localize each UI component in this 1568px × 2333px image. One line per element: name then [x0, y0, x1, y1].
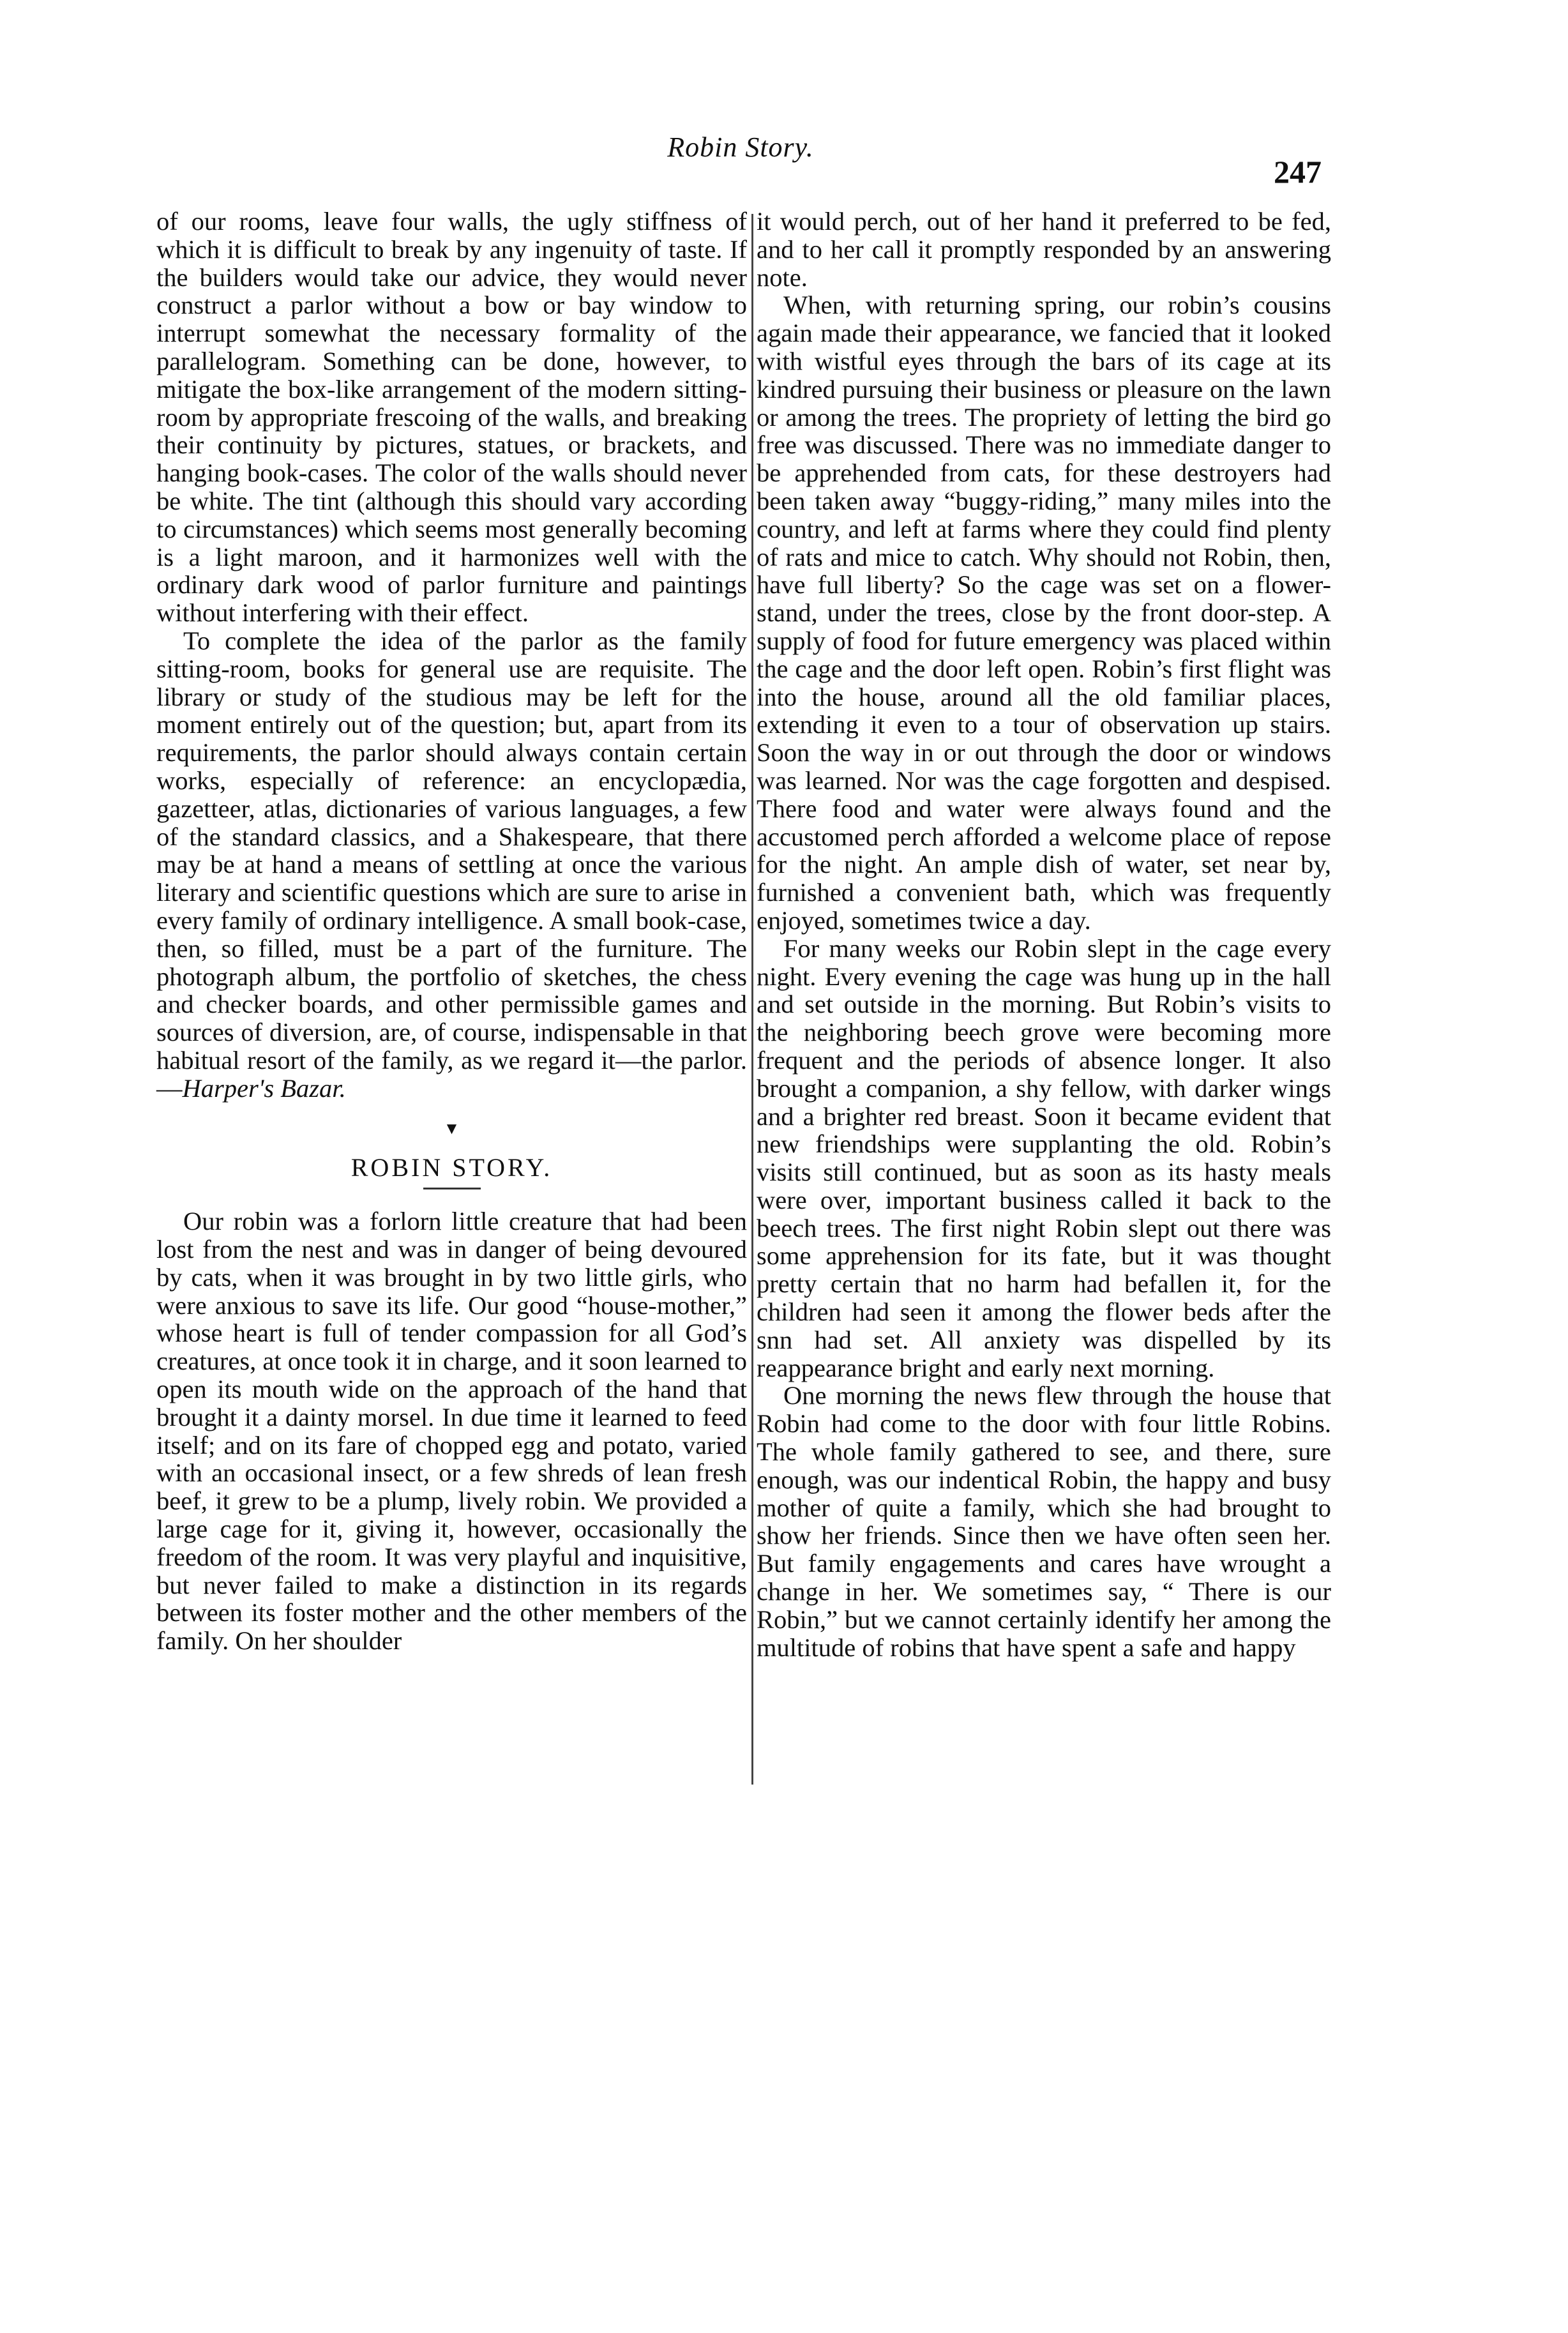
paragraph-parlor-books-text: To complete the idea of the parlor as the family sitting-room, books for general use are requisite. The library or study of the studious may be left for the moment entirely out of the question; but, apart from its requirements, the parlor should always contain certain works, especially of reference: an encyclopædia, gazetteer, atlas, dictionaries of various languages, a few of the standard classics, and a Shakespeare, that there may be at hand a means of settling at once the various literary and scientific questions which are sure to arise in every family of ordinary intelligence. A small book-case, then, so filled, must be a part of the furniture. The photograph album, the portfolio of sketches, the chess and checker boards, and other permissible games and sources of diversion, are, of course, indispensable in that habitual resort of the family, as we regard it—the parlor.—: [156, 626, 747, 1103]
paragraph-robin-weeks: For many weeks our Robin slept in the cage every night. Every evening the cage was hung up in the hall and set outside in the morning. But Robin’s visits to the neighboring beech grove were becoming more frequent and the periods of absence longer. It also brought a companion, a shy fellow, with darker wings and a brighter red breast. Soon it became evident that new friendships were supplanting the old. Robin’s visits still continued, but as soon as its hasty meals were over, important business called it back to the beech trees. The first night Robin slept out there was some apprehension for its fate, but it was thought pretty certain that no harm had befallen it, for the children had seen it among the flower beds after the snn had set. All anxiety was dispelled by its reappearance bright and early next morning.: [757, 933, 1331, 1382]
section-ornament: ▼: [443, 1119, 460, 1138]
running-title: Robin Story.: [667, 132, 814, 163]
section-title: ROBIN STORY.: [351, 1152, 553, 1182]
paragraph-robin-perch: it would perch, out of her hand it preferred to be fed, and to her call it promptly responded by an answering note.: [757, 207, 1331, 292]
paragraph-parlor-walls: of our rooms, leave four walls, the ugly stiffness of which it is difficult to break by any ingenuity of taste. If the builders would take our advice, they would never construct a parlor without a bow or bay window to interrupt somewhat the necessary formality of the parallelogram. Something can be done, however, to mitigate the box-like arrangement of the modern sitting-room by appropriate frescoing of the walls, and breaking their continuity by pictures, statues, or brackets, and hanging book-cases. The color of the walls should never be white. The tint (although this should vary according to circumstances) which seems most generally becoming is a light maroon, and it harmonizes well with the ordinary dark wood of parlor furniture and paintings without interfering with their effect.: [156, 207, 747, 628]
page-number: 247: [1274, 154, 1322, 190]
paragraph-robin-family: One morning the news flew through the house that Robin had come to the door with four little Robins. The whole family gathered to see, and there, sure enough, was our indentical Robin, the happy and busy mother of quite a family, which she had brought to show her friends. Since then we have often seen her. But family engagements and cares have wrought a change in her. We sometimes say, “ There is our Robin,” but we cannot certainly identify her among the multitude of robins that have spent a safe and happy: [757, 1381, 1331, 1662]
paragraph-robin-spring: When, with returning spring, our robin’s cousins again made their appearance, we fancied that it looked with wistful eyes through the bars of its cage at its kindred pursuing their business or pleasure on the lawn or among the trees. The propriety of letting the bird go free was discussed. There was no immediate danger to be apprehended from cats, for these destroyers had been taken away “buggy-riding,” many miles into the country, and left at farms where they could find plenty of rats and mice to catch. Why should not Robin, then, have full liberty? So the cage was set on a flower-stand, under the trees, close by the front door-step. A supply of food for future emergency was placed within the cage and the door left open. Robin’s first flight was into the house, around all the old familiar places, extending it even to a tour of observation up stairs. Soon the way in or out through the door or windows was learned. Nor was the cage forgotten and despised. There food and water were always found and the accustomed perch afforded a welcome place of repose for the night. An ample dish of water, set near by, furnished a convenient bath, which was frequently enjoyed, sometimes twice a day.: [757, 291, 1331, 935]
column-divider: [751, 214, 753, 1785]
title-rule: [423, 1188, 481, 1189]
paragraph-parlor-books: [156, 627, 747, 1103]
right-column: [757, 208, 1331, 2276]
paragraph-robin-intro: Our robin was a forlorn little creature that had been lost from the nest and was in danger of being devoured by cats, when it was brought in by two little girls, who were anxious to save its life. Our good “house-mother,” whose heart is full of tender compassion for all God’s creatures, at once took it in charge, and it soon learned to open its mouth wide on the approach of the hand that brought it a dainty morsel. In due time it learned to feed itself; and on its fare of chopped egg and potato, varied with an occasional insect, or a few shreds of lean fresh beef, it grew to be a plump, lively robin. We provided a large cage for it, giving it, however, occasionally the freedom of the room. It was very playful and inquisitive, but never failed to make a distinction in its regards between its foster mother and the other members of the family. On her shoulder: [156, 1207, 747, 1656]
source-citation: Harper's Bazar.: [182, 1073, 346, 1103]
left-column: [156, 208, 747, 2276]
